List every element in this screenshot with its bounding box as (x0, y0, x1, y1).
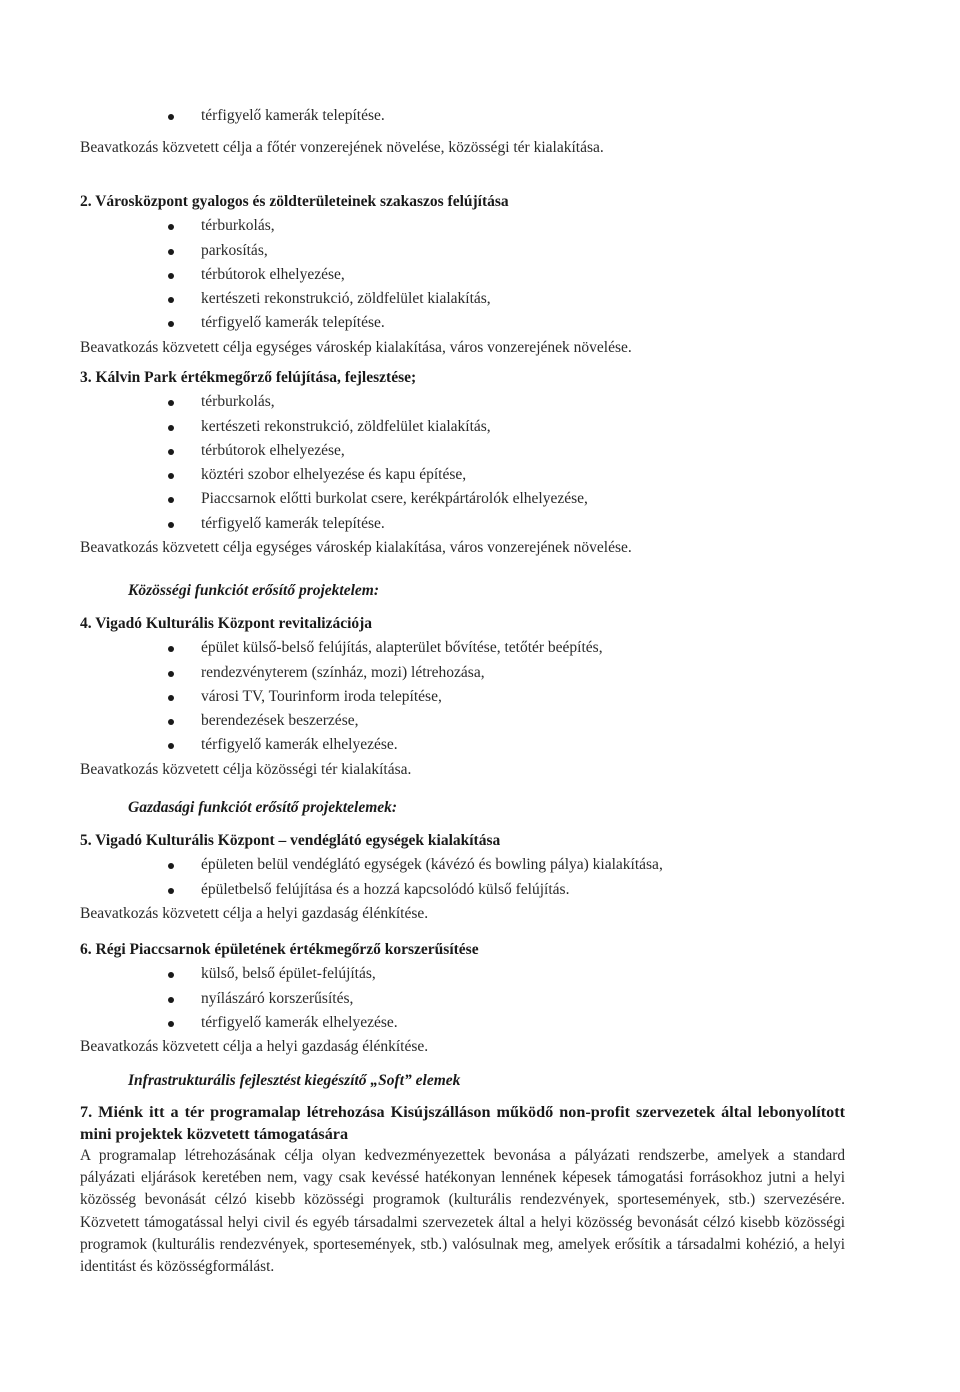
bullet-icon (168, 224, 174, 230)
bullet-icon (168, 114, 174, 120)
project-goal: Beavatkozás közvetett célja egységes városkép kialakítása, város vonzerejének növelése. (80, 338, 632, 356)
project-7 (80, 1101, 845, 1278)
project-goal: Beavatkozás közvetett célja a helyi gazdaság élénkítése. (80, 904, 429, 922)
list-item: térfigyelő kamerák telepítése. (80, 311, 845, 335)
list-item: térfigyelő kamerák elhelyezése. (80, 1011, 845, 1035)
list-item: térbútorok elhelyezése, (80, 439, 845, 463)
list-item: épületbelső felújítása és a hozzá kapcsolódó külső felújítás. (80, 878, 845, 902)
bullet-icon (168, 646, 174, 652)
bullet-icon (168, 719, 174, 725)
bullet-icon (168, 473, 174, 479)
project-goal: Beavatkozás közvetett célja közösségi tér kialakítása. (80, 760, 412, 778)
list-item: térburkolás, (80, 214, 845, 238)
list-item: kertészeti rekonstrukció, zöldfelület kialakítás, (80, 415, 845, 439)
list-item: Piaccsarnok előtti burkolat csere, kerékpártárolók elhelyezése, (80, 487, 845, 511)
project-title: 4. Vigadó Kulturális Központ revitalizációja (80, 615, 373, 632)
bullet-icon (168, 449, 174, 455)
list-item: nyílászáró korszerűsítés, (80, 987, 845, 1011)
bullet-icon (168, 743, 174, 749)
bullet-icon (168, 522, 174, 528)
project-goal: Beavatkozás közvetett célja egységes városkép kialakítása, város vonzerejének növelése. (80, 539, 632, 557)
project-2 (80, 190, 845, 360)
project-4 (80, 612, 845, 782)
bullet-icon (168, 249, 174, 255)
bullet-icon (168, 425, 174, 431)
bullet-icon (168, 972, 174, 978)
list-item: külső, belső épület-felújítás, (80, 962, 845, 986)
list-item: térbútorok elhelyezése, (80, 263, 845, 287)
bullet-icon (168, 695, 174, 701)
list-item: térfigyelő kamerák elhelyezése. (80, 733, 845, 757)
project-description: A programalap létrehozásának célja olyan kedvezményezettek bevonása a pályázati rendszerbe, amelyek a standard pályázati eljárások keretében nem, vagy csak kevéssé hatékonyan lennének képesek támogatási forrásokhoz jutni a helyi közösség bevonását célzó kisebb közösségi programok (kulturális rendezvények, sportesemények, stb.) szervezésére. Közvetett támogatással helyi civil és egyéb társadalmi szervezetek által a helyi közösség bevonását célzó kisebb közösségi programok (kulturális rendezvények, sportesemények, stb.) valósulnak meg, amelyek erősítik a társadalmi kohézió, a helyi identitást és közösségformálást. (80, 1147, 845, 1276)
top-bullet-list (80, 104, 845, 128)
list-item: berendezések beszerzése, (80, 709, 845, 733)
list-item: térfigyelő kamerák telepítése. (80, 104, 845, 128)
project-title: 5. Vigadó Kulturális Központ – vendéglátó egységek kialakítása (80, 832, 501, 849)
project-title: 7. Miénk itt a tér programalap létrehozása Kisújszálláson működő non-profit szervezetek által lebonyolított mini projektek közvetett támogatására (80, 1103, 845, 1143)
bullet-icon (168, 297, 174, 303)
list-item: városi TV, Tourinform iroda telepítése, (80, 685, 845, 709)
list-item: kertészeti rekonstrukció, zöldfelület kialakítás, (80, 287, 845, 311)
bullet-icon (168, 497, 174, 503)
project-goal: Beavatkozás közvetett célja a helyi gazdaság élénkítése. (80, 1038, 429, 1056)
bullet-icon (168, 671, 174, 677)
list-item: térburkolás, (80, 390, 845, 414)
project-5 (80, 829, 845, 926)
project-title: 6. Régi Piaccsarnok épületének értékmegőrző korszerűsítése (80, 941, 479, 958)
bullet-icon (168, 997, 174, 1003)
bullet-icon (168, 400, 174, 406)
section-heading-economic: Gazdasági funkciót erősítő projektelemek: (128, 799, 398, 816)
list-item: rendezvényterem (színház, mozi) létrehozása, (80, 661, 845, 685)
bullet-icon (168, 863, 174, 869)
project-3 (80, 366, 845, 560)
section-heading-community: Közösségi funkciót erősítő projektelem: (128, 582, 380, 599)
bullet-icon (168, 1021, 174, 1027)
list-item: köztéri szobor elhelyezése és kapu építése, (80, 463, 845, 487)
bullet-icon (168, 273, 174, 279)
bullet-icon (168, 888, 174, 894)
project-title: 3. Kálvin Park értékmegőrző felújítása, fejlesztése; (80, 369, 417, 386)
intro-goal: Beavatkozás közvetett célja a főtér vonzerejének növelése, közösségi tér kialakítása. (80, 139, 604, 156)
bullet-icon (168, 321, 174, 327)
list-item: parkosítás, (80, 239, 845, 263)
project-6 (80, 938, 845, 1059)
list-item: épület külső-belső felújítás, alapterület bővítése, tetőtér beépítés, (80, 636, 845, 660)
section-heading-soft: Infrastrukturális fejlesztést kiegészítő „Soft” elemek (128, 1072, 461, 1089)
project-title: 2. Városközpont gyalogos és zöldterületeinek szakaszos felújítása (80, 193, 509, 210)
list-item: térfigyelő kamerák telepítése. (80, 512, 845, 536)
list-item: épületen belül vendéglátó egységek (kávézó és bowling pálya) kialakítása, (80, 853, 845, 877)
